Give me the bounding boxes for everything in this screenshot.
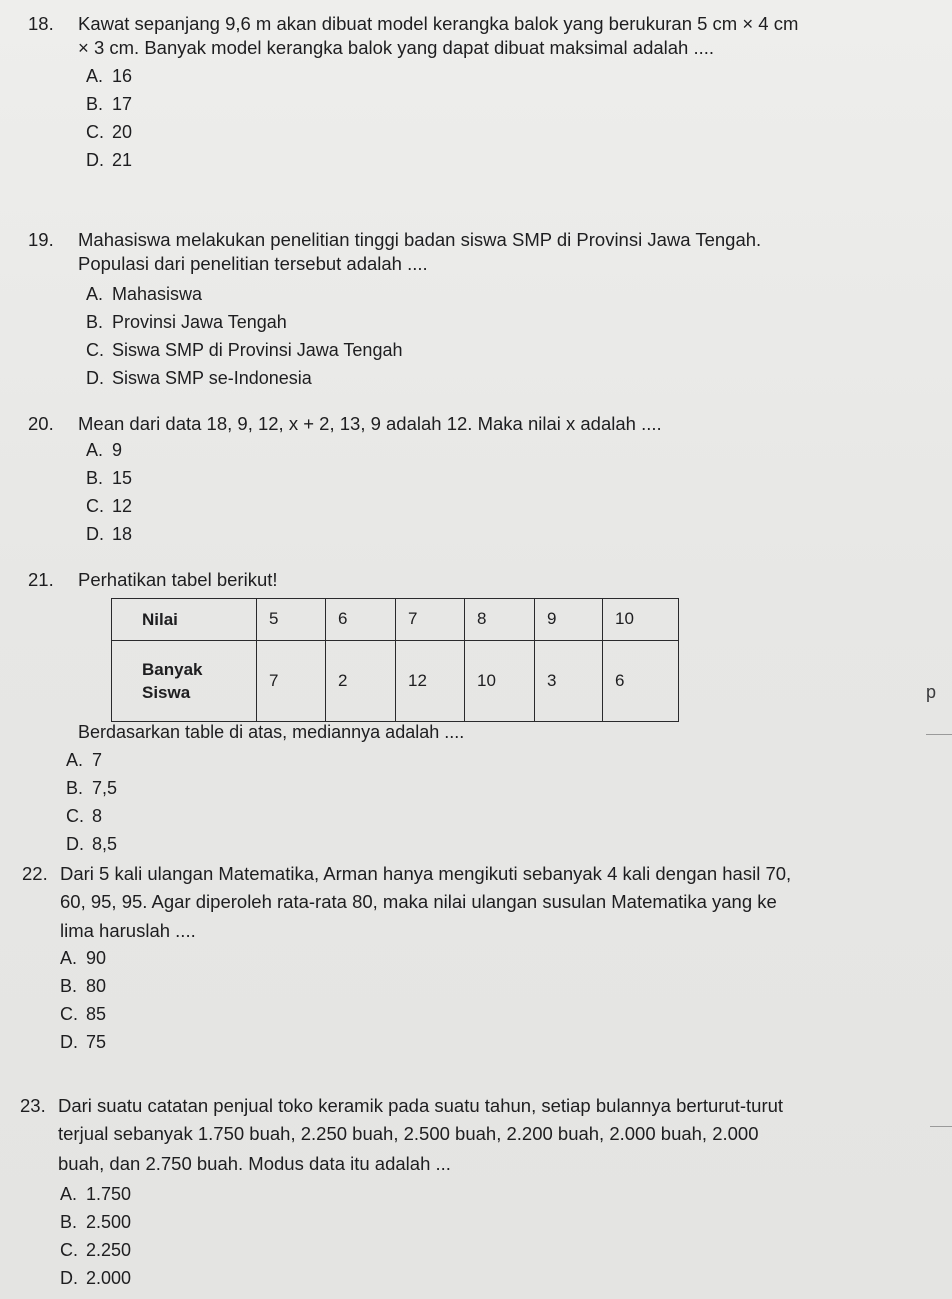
option-letter: D. bbox=[60, 1032, 78, 1052]
table-cell: 3 bbox=[535, 640, 603, 721]
option-letter: A. bbox=[60, 948, 78, 968]
option-letter: B. bbox=[86, 468, 104, 488]
option-letter: D. bbox=[60, 1268, 78, 1288]
question-text-line: Mahasiswa melakukan penelitian tinggi badan siswa SMP di Provinsi Jawa Tengah. bbox=[78, 229, 762, 250]
option-c[interactable] bbox=[66, 802, 888, 830]
table-cell: 10 bbox=[603, 599, 679, 641]
question-22 bbox=[22, 862, 902, 1056]
option-letter: B. bbox=[86, 94, 104, 114]
table-cell: 9 bbox=[535, 599, 603, 641]
question-text-line: Kawat sepanjang 9,6 m akan dibuat model kerangka balok yang berukuran 5 cm × 4 cm bbox=[78, 13, 799, 34]
question-number: 22. bbox=[22, 863, 48, 884]
table-header-cell: Nilai bbox=[112, 599, 257, 641]
option-b[interactable] bbox=[86, 308, 908, 336]
option-c[interactable] bbox=[86, 492, 908, 520]
header-line: Siswa bbox=[142, 682, 191, 702]
question-21 bbox=[28, 568, 908, 592]
table-header-cell bbox=[112, 640, 257, 721]
option-letter: A. bbox=[86, 284, 104, 304]
option-text: 8 bbox=[92, 806, 103, 826]
option-text: 7 bbox=[92, 750, 103, 770]
option-b[interactable] bbox=[86, 464, 908, 492]
option-letter: C. bbox=[86, 496, 104, 516]
question-text-line: terjual sebanyak 1.750 buah, 2.250 buah, 2.500 buah, 2.200 buah, 2.000 buah, 2.000 bbox=[58, 1123, 759, 1144]
edge-divider bbox=[930, 1126, 952, 1127]
question-number: 18. bbox=[28, 13, 54, 34]
question-stem bbox=[28, 228, 908, 252]
question-number: 23. bbox=[20, 1095, 46, 1116]
question-number: 21. bbox=[28, 569, 54, 590]
option-c[interactable] bbox=[86, 118, 908, 146]
question-text-line: Mean dari data 18, 9, 12, x + 2, 13, 9 adalah 12. Maka nilai x adalah .... bbox=[78, 413, 662, 434]
table-row-banyak-siswa bbox=[112, 640, 679, 721]
option-letter: B. bbox=[60, 1212, 78, 1232]
question-text-line: Perhatikan tabel berikut! bbox=[78, 569, 278, 590]
option-b[interactable] bbox=[86, 90, 908, 118]
option-letter: A. bbox=[86, 66, 104, 86]
option-letter: A. bbox=[66, 750, 84, 770]
option-a[interactable] bbox=[86, 436, 908, 464]
option-a[interactable] bbox=[60, 944, 902, 972]
option-text: 85 bbox=[86, 1004, 107, 1024]
option-letter: D. bbox=[86, 524, 104, 544]
option-letter: A. bbox=[86, 440, 104, 460]
question-stem bbox=[28, 12, 908, 36]
option-text: 18 bbox=[112, 524, 133, 544]
question-20 bbox=[28, 412, 908, 548]
option-b[interactable] bbox=[66, 774, 888, 802]
answer-options bbox=[28, 280, 908, 392]
option-letter: C. bbox=[66, 806, 84, 826]
question-18 bbox=[28, 12, 908, 174]
table-cell: 5 bbox=[257, 599, 326, 641]
question-text-line: lima haruslah .... bbox=[60, 920, 196, 941]
option-text: 12 bbox=[112, 496, 133, 516]
question-stem bbox=[28, 412, 908, 436]
option-d[interactable] bbox=[60, 1028, 902, 1056]
option-letter: B. bbox=[60, 976, 78, 996]
table-cell: 12 bbox=[396, 640, 465, 721]
option-text: 8,5 bbox=[92, 834, 118, 854]
answer-options bbox=[8, 746, 888, 858]
option-text: Siswa SMP di Provinsi Jawa Tengah bbox=[112, 340, 403, 360]
option-text: Provinsi Jawa Tengah bbox=[112, 312, 287, 332]
option-d[interactable] bbox=[60, 1264, 920, 1292]
table-cell: 6 bbox=[326, 599, 396, 641]
table-cell: 8 bbox=[465, 599, 535, 641]
option-text: 9 bbox=[112, 440, 123, 460]
option-letter: C. bbox=[86, 340, 104, 360]
option-text: 7,5 bbox=[92, 778, 118, 798]
question-text-line: Dari 5 kali ulangan Matematika, Arman hanya mengikuti sebanyak 4 kali dengan hasil 70, bbox=[60, 863, 792, 884]
option-d[interactable] bbox=[86, 146, 908, 174]
question-stem bbox=[20, 1094, 920, 1118]
option-letter: C. bbox=[60, 1004, 78, 1024]
option-a[interactable] bbox=[66, 746, 888, 774]
option-text: 90 bbox=[86, 948, 107, 968]
option-d[interactable] bbox=[86, 364, 908, 392]
option-d[interactable] bbox=[66, 830, 888, 858]
frequency-table bbox=[111, 598, 679, 722]
option-text: Mahasiswa bbox=[112, 284, 203, 304]
option-text: 16 bbox=[112, 66, 133, 86]
header-line: Banyak bbox=[142, 659, 203, 679]
question-stem bbox=[22, 862, 902, 886]
option-text: 21 bbox=[112, 150, 133, 170]
option-letter: B. bbox=[66, 778, 84, 798]
option-text: Siswa SMP se-Indonesia bbox=[112, 368, 312, 388]
option-letter: D. bbox=[86, 150, 104, 170]
option-b[interactable] bbox=[60, 1208, 920, 1236]
edge-divider bbox=[926, 734, 952, 735]
table-cell: 2 bbox=[326, 640, 396, 721]
question-text-line: Dari suatu catatan penjual toko keramik pada suatu tahun, setiap bulannya berturut-turut bbox=[58, 1095, 784, 1116]
answer-options bbox=[28, 62, 908, 174]
option-d[interactable] bbox=[86, 520, 908, 548]
option-letter: D. bbox=[86, 368, 104, 388]
question-text-line: 60, 95, 95. Agar diperoleh rata-rata 80, maka nilai ulangan susulan Matematika yang ke bbox=[60, 891, 777, 912]
option-letter: A. bbox=[60, 1184, 78, 1204]
question-23 bbox=[20, 1094, 920, 1292]
question-text-line: × 3 cm. Banyak model kerangka balok yang dapat dibuat maksimal adalah .... bbox=[78, 37, 715, 58]
option-letter: C. bbox=[60, 1240, 78, 1260]
edge-fragment: p bbox=[926, 682, 937, 702]
question-21-options bbox=[8, 746, 888, 858]
question-number: 20. bbox=[28, 413, 54, 434]
question-text-line: Populasi dari penelitian tersebut adalah .... bbox=[78, 253, 428, 274]
option-c[interactable] bbox=[86, 336, 908, 364]
question-text-line: buah, dan 2.750 buah. Modus data itu adalah ... bbox=[58, 1153, 451, 1174]
table-cell: 7 bbox=[396, 599, 465, 641]
answer-options bbox=[20, 1180, 920, 1292]
option-letter: C. bbox=[86, 122, 104, 142]
option-a[interactable] bbox=[86, 62, 908, 90]
option-b[interactable] bbox=[60, 972, 902, 1000]
answer-options bbox=[22, 944, 902, 1056]
question-21-prompt: Berdasarkan table di atas, mediannya adalah .... bbox=[78, 722, 465, 742]
option-text: 17 bbox=[112, 94, 133, 114]
question-19 bbox=[28, 228, 908, 392]
table-cell: 10 bbox=[465, 640, 535, 721]
option-text: 80 bbox=[86, 976, 107, 996]
question-stem bbox=[28, 568, 908, 592]
option-text: 75 bbox=[86, 1032, 107, 1052]
table-cell: 7 bbox=[257, 640, 326, 721]
answer-options bbox=[28, 436, 908, 548]
option-a[interactable] bbox=[86, 280, 908, 308]
table-row-nilai bbox=[112, 599, 679, 641]
option-letter: D. bbox=[66, 834, 84, 854]
option-text: 1.750 bbox=[86, 1184, 132, 1204]
option-a[interactable] bbox=[60, 1180, 920, 1208]
option-text: 20 bbox=[112, 122, 133, 142]
option-text: 2.000 bbox=[86, 1268, 132, 1288]
option-text: 2.250 bbox=[86, 1240, 132, 1260]
option-c[interactable] bbox=[60, 1000, 902, 1028]
option-letter: B. bbox=[86, 312, 104, 332]
option-text: 2.500 bbox=[86, 1212, 132, 1232]
option-c[interactable] bbox=[60, 1236, 920, 1264]
table-cell: 6 bbox=[603, 640, 679, 721]
option-text: 15 bbox=[112, 468, 133, 488]
question-number: 19. bbox=[28, 229, 54, 250]
